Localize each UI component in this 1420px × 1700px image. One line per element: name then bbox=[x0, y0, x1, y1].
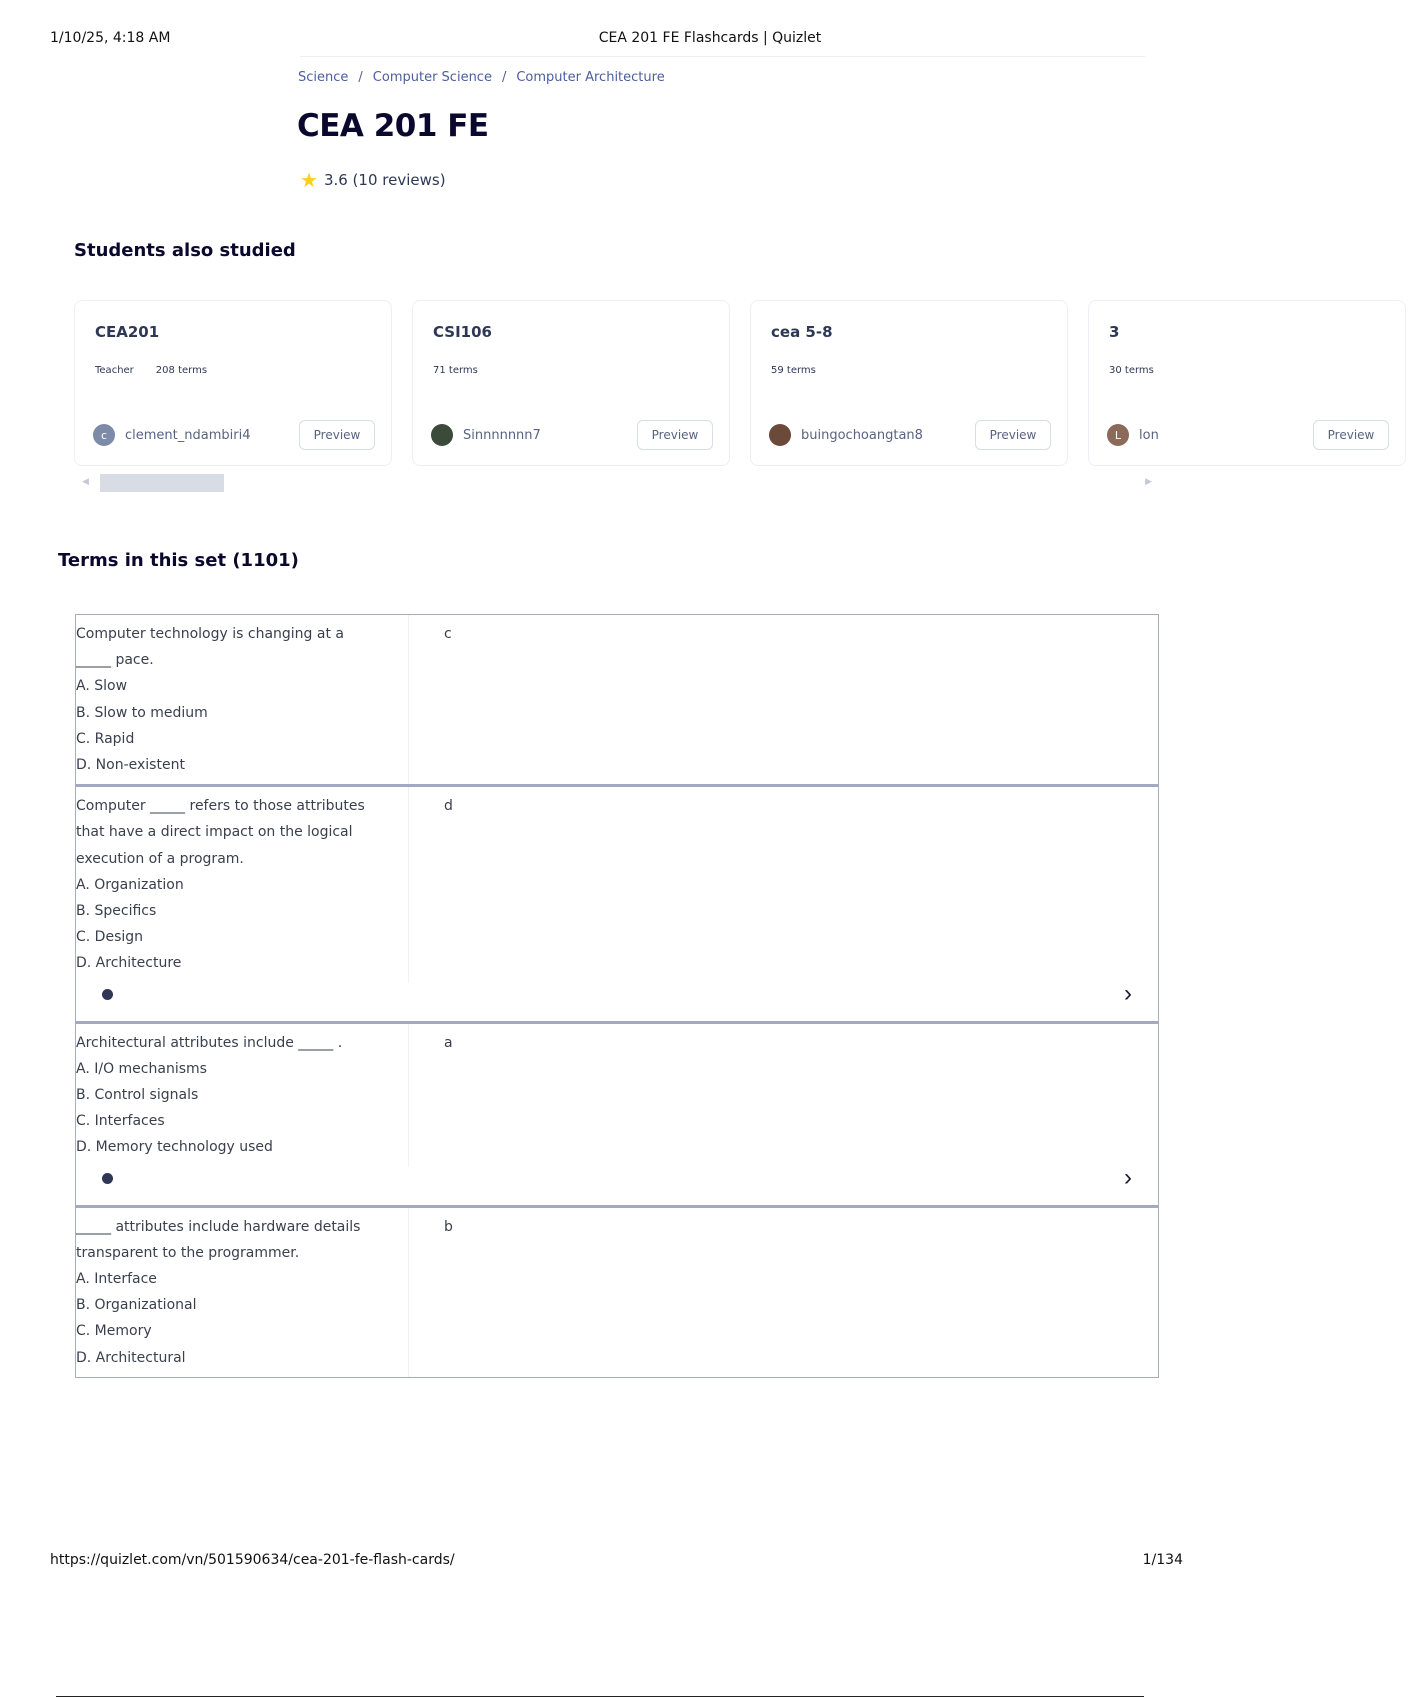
card-meta bbox=[771, 365, 816, 376]
card-term-count: 71 terms bbox=[433, 365, 478, 376]
card-meta bbox=[95, 365, 207, 376]
term-answer: b bbox=[444, 1218, 453, 1235]
header-divider bbox=[300, 56, 1145, 57]
card-title: CEA201 bbox=[95, 323, 160, 341]
avatar: c bbox=[93, 424, 115, 446]
card-meta bbox=[433, 365, 478, 376]
card-title: cea 5-8 bbox=[771, 323, 833, 341]
study-set-carousel bbox=[74, 300, 1375, 500]
preview-button[interactable]: Preview bbox=[299, 420, 375, 450]
term-question: Architectural attributes include _____ . A. I/O mechanisms B. Control signals C. Interfaces D. Memory technology used bbox=[76, 1024, 409, 1167]
term-footer bbox=[76, 1163, 1158, 1205]
term-footer bbox=[76, 979, 1158, 1021]
card-meta bbox=[1109, 365, 1154, 376]
carousel-scrollbar[interactable] bbox=[80, 474, 1162, 494]
chevron-right-icon[interactable]: › bbox=[1124, 1163, 1132, 1191]
card-role: Teacher bbox=[95, 365, 134, 376]
page-url: https://quizlet.com/vn/501590634/cea-201-fe-flash-cards/ bbox=[50, 1552, 455, 1568]
print-title: CEA 201 FE Flashcards | Quizlet bbox=[598, 30, 822, 46]
breadcrumb-computer-science[interactable]: Computer Science bbox=[372, 70, 492, 85]
study-set-card[interactable] bbox=[1088, 300, 1406, 466]
print-date: 1/10/25, 4:18 AM bbox=[50, 30, 171, 46]
avatar bbox=[769, 424, 791, 446]
author-name: clement_ndambiri4 bbox=[125, 427, 251, 443]
rating[interactable] bbox=[300, 168, 446, 192]
avatar: L bbox=[1107, 424, 1129, 446]
study-set-card[interactable] bbox=[74, 300, 392, 466]
preview-button[interactable]: Preview bbox=[637, 420, 713, 450]
card-title: 3 bbox=[1109, 323, 1120, 341]
breadcrumb-science[interactable]: Science bbox=[298, 70, 349, 85]
term-row bbox=[76, 1024, 1158, 1208]
card-author[interactable] bbox=[431, 423, 541, 447]
rating-text: 3.6 (10 reviews) bbox=[323, 171, 446, 189]
bottom-divider bbox=[56, 1696, 1144, 1697]
terms-list bbox=[75, 614, 1159, 1378]
breadcrumb-separator: / bbox=[358, 70, 363, 85]
term-answer: d bbox=[444, 798, 453, 815]
term-question: Computer _____ refers to those attributes that have a direct impact on the logical execution of a program. A. Organization B. Specifics C. Design D. Architecture bbox=[76, 787, 409, 982]
star-icon: ★ bbox=[300, 168, 318, 192]
scroll-left-icon[interactable]: ◀ bbox=[82, 476, 89, 486]
term-row bbox=[76, 1208, 1158, 1377]
term-question: _____ attributes include hardware details transparent to the programmer. A. Interface B. Organizational C. Memory D. Architectural bbox=[76, 1208, 409, 1377]
card-author[interactable] bbox=[769, 423, 923, 447]
students-also-studied-heading: Students also studied bbox=[74, 240, 296, 261]
preview-button[interactable]: Preview bbox=[1313, 420, 1389, 450]
breadcrumb-computer-architecture[interactable]: Computer Architecture bbox=[516, 70, 665, 85]
breadcrumb-separator: / bbox=[501, 70, 507, 85]
breadcrumb bbox=[298, 70, 665, 85]
term-row bbox=[76, 787, 1158, 1023]
dot-indicator-icon bbox=[102, 1173, 113, 1184]
term-row bbox=[76, 615, 1158, 787]
scrollbar-thumb[interactable] bbox=[100, 474, 224, 492]
card-term-count: 30 terms bbox=[1109, 365, 1154, 376]
author-name: Sinnnnnnn7 bbox=[463, 427, 541, 443]
card-author[interactable] bbox=[93, 423, 250, 447]
card-term-count: 59 terms bbox=[771, 365, 816, 376]
study-set-card[interactable] bbox=[750, 300, 1068, 466]
term-answer: c bbox=[444, 626, 452, 642]
page-title: CEA 201 FE bbox=[297, 108, 489, 144]
preview-button[interactable]: Preview bbox=[975, 420, 1051, 450]
card-term-count: 208 terms bbox=[155, 365, 208, 376]
terms-heading: Terms in this set (1101) bbox=[58, 550, 299, 571]
study-set-card[interactable] bbox=[412, 300, 730, 466]
term-answer: a bbox=[444, 1034, 453, 1051]
dot-indicator-icon bbox=[102, 989, 113, 1000]
scroll-right-icon[interactable]: ▶ bbox=[1145, 476, 1152, 486]
term-question: Computer technology is changing at a _____ pace. A. Slow B. Slow to medium C. Rapid D. Non-existent bbox=[76, 615, 409, 784]
card-author[interactable] bbox=[1107, 423, 1159, 447]
author-name: buingochoangtan8 bbox=[801, 427, 923, 443]
page-number: 1/134 bbox=[1142, 1552, 1183, 1568]
author-name: lon bbox=[1139, 427, 1159, 443]
card-title: CSI106 bbox=[433, 323, 492, 341]
print-header bbox=[0, 30, 1200, 54]
chevron-right-icon[interactable]: › bbox=[1124, 979, 1132, 1007]
avatar bbox=[431, 424, 453, 446]
